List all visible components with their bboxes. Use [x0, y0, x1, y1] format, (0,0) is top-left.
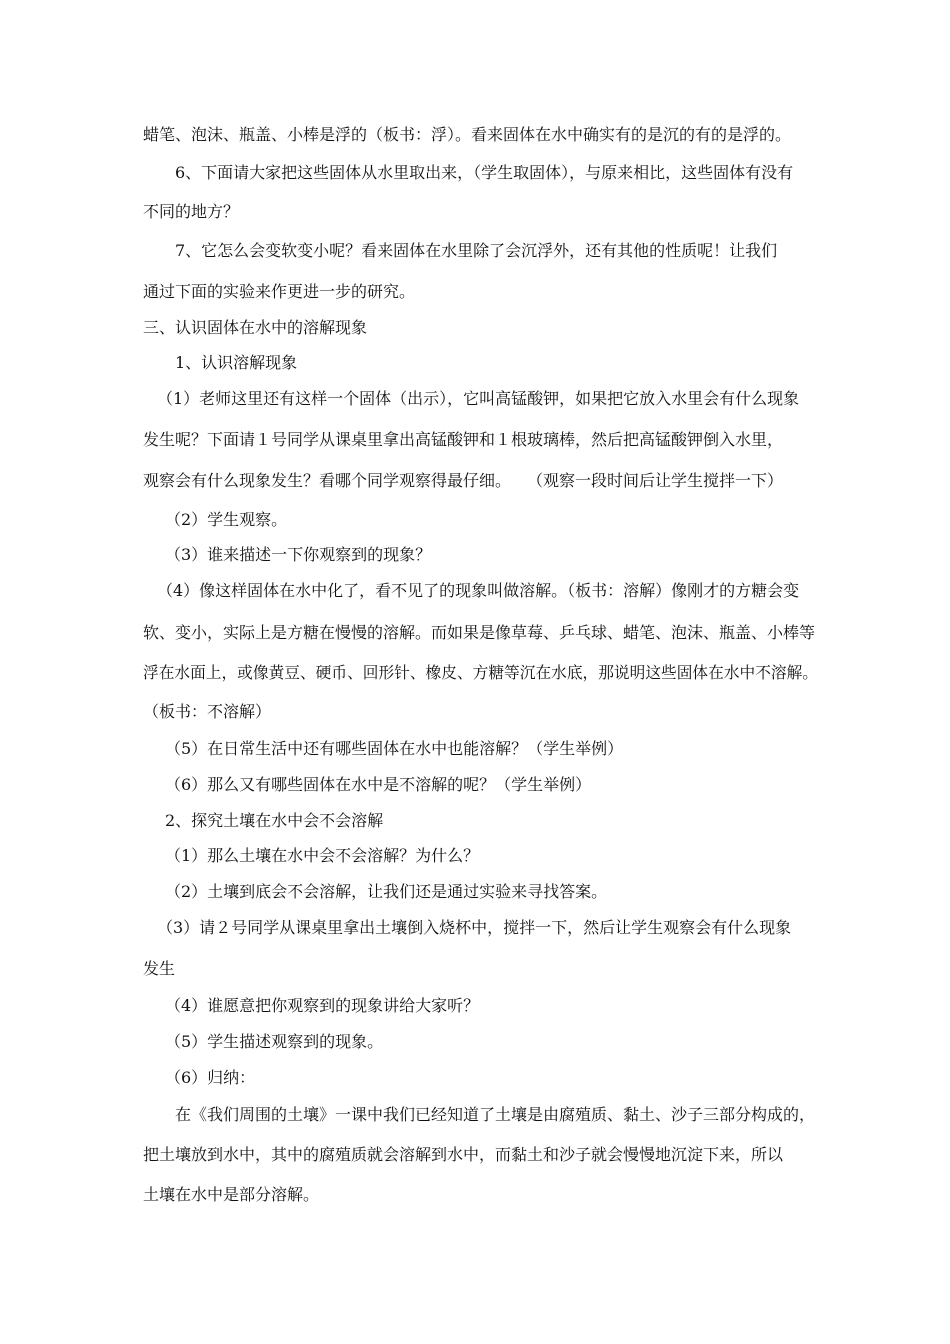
text-line: 软、变小，实际上是方糖在慢慢的溶解。而如果是像草莓、乒乓球、蜡笔、泡沫、瓶盖、小棒等 [143, 623, 816, 642]
text-line: 蜡笔、泡沫、瓶盖、小棒是浮的（板书：浮）。看来固体在水中确实有的是沉的有的是浮的。 [143, 125, 792, 144]
text-line: 7、它怎么会变软变小呢？看来固体在水里除了会沉浮外，还有其他的性质呢！让我们 [175, 241, 778, 260]
text-line: （5）在日常生活中还有哪些固体在水中也能溶解？（学生举例） [165, 739, 624, 758]
text-line: （6）那么又有哪些固体在水中是不溶解的呢？（学生举例） [165, 775, 592, 794]
text-line: （3）谁来描述一下你观察到的现象？ [165, 545, 432, 564]
text-line: 6、下面请大家把这些固体从水里取出来，（学生取固体），与原来相比，这些固体有没有 [175, 163, 794, 182]
subsection-heading: 2、探究土壤在水中会不会溶解 [165, 811, 384, 830]
text-line: 不同的地方？ [143, 202, 240, 221]
text-line: （1）那么土壤在水中会不会溶解？为什么？ [165, 846, 480, 865]
text-line: （3）请２号同学从课桌里拿出土壤倒入烧杯中，搅拌一下，然后让学生观察会有什么现象 [157, 918, 792, 937]
text-line: 发生 [143, 959, 176, 978]
text-line: （2）土壤到底会不会溶解，让我们还是通过实验来寻找答案。 [165, 882, 608, 901]
text-line: 观察会有什么现象发生？看哪个同学观察得最仔细。 （观察一段时间后让学生搅拌一下） [143, 471, 784, 490]
text-line: 浮在水面上，或像黄豆、硬币、回形针、橡皮、方糖等沉在水底，那说明这些固体在水中不溶解。 [143, 663, 819, 682]
text-line: 通过下面的实验来作更进一步的研究。 [143, 282, 416, 301]
text-line: （4）谁愿意把你观察到的现象讲给大家听？ [165, 996, 480, 1015]
text-line: （2）学生观察。 [165, 510, 288, 529]
text-line: （5）学生描述观察到的现象。 [165, 1032, 384, 1051]
text-line: （4）像这样固体在水中化了，看不见了的现象叫做溶解。（板书：溶解）像刚才的方糖会变 [157, 581, 800, 600]
text-line: （6）归纳： [165, 1068, 256, 1087]
text-line: （1）老师这里还有这样一个固体（出示），它叫高锰酸钾，如果把它放入水里会有什么现象 [157, 389, 800, 408]
text-line: 土壤在水中是部分溶解。 [143, 1185, 320, 1204]
text-line: 发生呢？下面请１号同学从课桌里拿出高锰酸钾和１根玻璃棒，然后把高锰酸钾倒入水里， [143, 430, 784, 449]
subsection-heading: 1、认识溶解现象 [175, 353, 298, 372]
text-line: 把土壤放到水中，其中的腐殖质就会溶解到水中，而黏土和沙子就会慢慢地沉淀下来，所以 [143, 1145, 784, 1164]
text-line: （板书：不溶解） [143, 702, 272, 721]
section-heading: 三、认识固体在水中的溶解现象 [143, 318, 368, 337]
text-line: 在《我们周围的土壤》一课中我们已经知道了土壤是由腐殖质、黏土、沙子三部分构成的， [175, 1105, 816, 1124]
